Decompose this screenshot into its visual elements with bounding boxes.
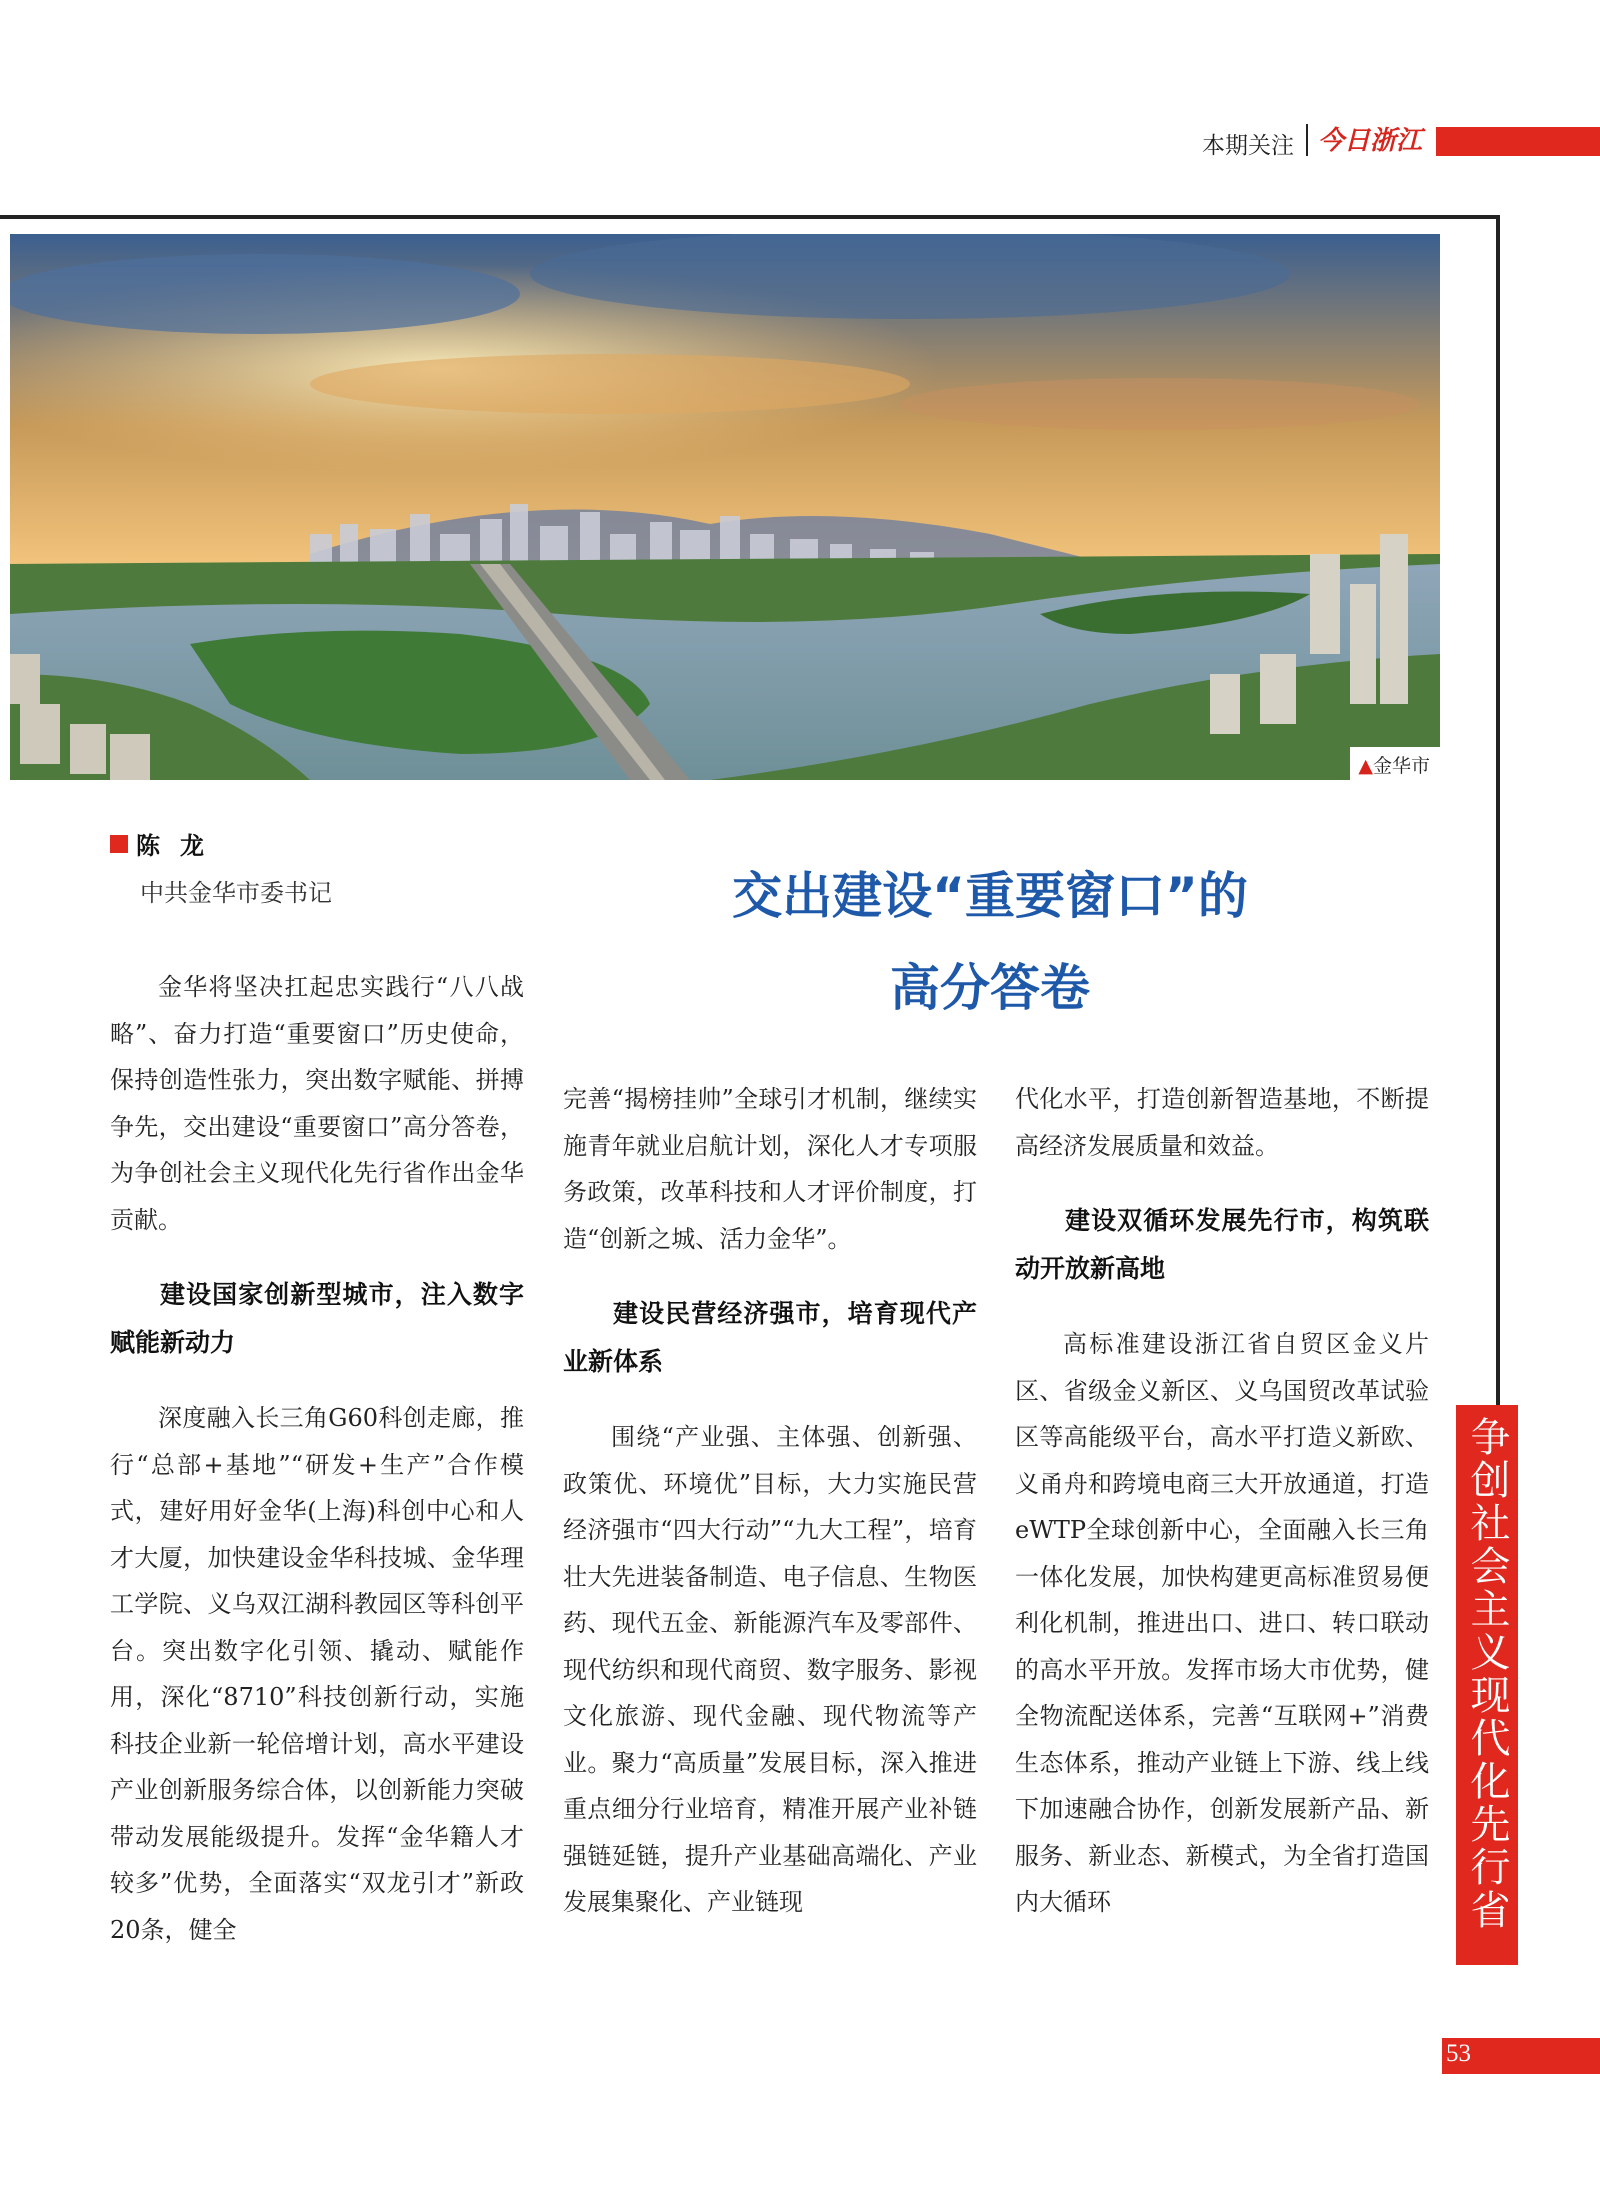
section-2-paragraph: 围绕“产业强、主体强、创新强、政策优、环境优”目标，大力实施民营经济强市“四大行动”“九大工程”，培育壮大先进装备制造、电子信息、生物医药、现代五金、新能源汽车及零部件、现代纺织和现代商贸、数字服务、影视文化旅游、现代金融、现代物流等产业。聚力“高质量”发展目标，深入推进重点细分行业培育，精准开展产业补链强链延链，提升产业基础高端化、产业发展集聚化、产业链现 [563,1423,977,1916]
page-number: 53 [1446,2040,1471,2067]
section-2-paragraph-cont: 代化水平，打造创新智造基地，不断提高经济发展质量和效益。 [1015,1085,1429,1160]
article-title [640,850,1340,1034]
column-3 [1015,1076,1429,1926]
section-3-paragraph: 高标准建设浙江省自贸区金义片区、省级金义新区、义乌国贸改革试验区等高能级平台，高水平打造义新欧、义甬舟和跨境电商三大开放通道，打造eWTP全球创新中心，全面融入长三角一体化发展，加快构建更高标准贸易便利化机制，推进出口、进口、转口联动的高水平开放。发挥市场大市优势，健全物流配送体系，完善“互联网+”消费生态体系，推动产业链上下游、线上线下加速融合协作，创新发展新产品、新服务、新业态、新模式，为全省打造国内大循环 [1015,1330,1429,1916]
intro-paragraph: 金华将坚决扛起忠实践行“八八战略”、奋力打造“重要窗口”历史使命，保持创造性张力，突出数字赋能、拼搏争先，交出建设“重要窗口”高分答卷，为争创社会主义现代化先行省作出金华贡献。 [110,973,524,1234]
city-aerial-illustration [10,234,1440,780]
side-label: 争创社会主义现代化先行省 [1464,1416,1510,1932]
section-1-paragraph-cont: 完善“揭榜挂帅”全球引才机制，继续实施青年就业启航计划，深化人才专项服务政策，改革科技和人才评价制度，打造“创新之城、活力金华”。 [563,1085,977,1253]
column-1 [110,964,524,1953]
column-2 [563,1076,977,1926]
publication-logo: 今日浙江 [1318,126,1423,156]
section-label: 本期关注 [1202,133,1294,159]
caption-text: 金华市 [1372,755,1430,777]
section-1-paragraph: 深度融入长三角G60科创走廊，推行“总部+基地”“研发+生产”合作模式，建好用好金华(上海)科创中心和人才大厦，加快建设金华科技城、金华理工学院、义乌双江湖科教园区等科创平台。突出数字化引领、撬动、赋能作用，深化“8710”科技创新行动，实施科技企业新一轮倍增计划，高水平建设产业创新服务综合体，以创新能力突破带动发展能级提升。发挥“金华籍人才较多”优势，全面落实“双龙引才”新政20条，健全 [110,1404,524,1944]
section-3-heading: 建设双循环发展先行市，构筑联动开放新高地 [1015,1206,1429,1283]
frame-top-rule [0,215,1500,219]
author-title: 中共金华市委书记 [140,879,332,907]
title-line-1: 交出建设“重要窗口”的 [732,867,1248,925]
caption-triangle-icon: ▲ [1358,755,1373,777]
section-2-heading: 建设民营经济强市，培育现代产业新体系 [563,1299,977,1376]
author-name: 陈龙 [136,832,224,860]
author-marker [110,835,128,853]
title-line-2: 高分答卷 [890,959,1090,1017]
photo-caption [1350,747,1440,780]
frame-right-rule [1496,215,1500,1405]
header-red-bar [1436,127,1600,156]
city-aerial-photo [10,234,1440,780]
section-1-heading: 建设国家创新型城市，注入数字赋能新动力 [110,1280,524,1357]
header-divider [1306,124,1308,156]
